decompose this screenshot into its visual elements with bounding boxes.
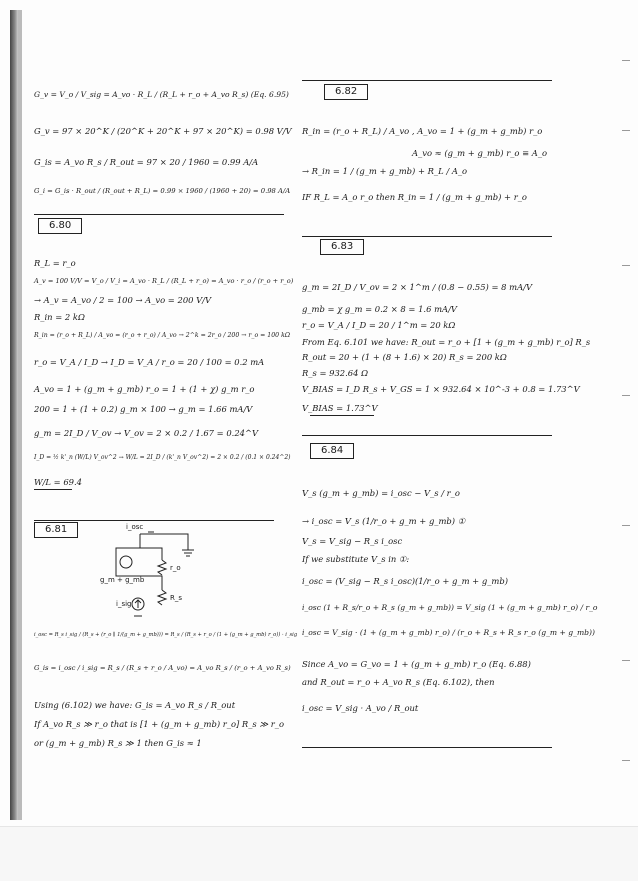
binding-shadow	[10, 10, 18, 820]
problem-label-6-81: 6.81	[34, 522, 78, 538]
page-bottom-margin	[0, 826, 638, 881]
equation-line: G_v = V_o / V_sig = A_vo · R_L / (R_L + r_o + A_vo R_s) (Eq. 6.95)	[34, 90, 289, 99]
equation-line: G_is = i_osc / i_sig = R_s / (R_s + r_o / A_vo) = A_vo R_s / (r_o + A_vo R_s)	[34, 664, 291, 672]
section-divider	[302, 435, 552, 436]
margin-mark	[622, 60, 630, 61]
answer-underline	[310, 415, 374, 416]
section-divider	[302, 80, 552, 81]
equation-line: Using (6.102) we have: G_is = A_vo R_s / R_out	[34, 700, 236, 710]
circuit-label-rs: R_s	[170, 594, 183, 602]
equation-line: R_L = r_o	[34, 258, 76, 268]
equation-line: R_in = 2 kΩ	[34, 312, 85, 322]
ground-symbol	[182, 550, 194, 556]
answer-underline	[34, 489, 72, 490]
section-divider	[302, 236, 552, 237]
equation-line: i_osc = V_sig · (1 + (g_m + g_mb) r_o) / (r_o + R_s + R_s r_o (g_m + g_mb))	[302, 628, 595, 637]
circuit-label-gm: g_m + g_mb	[100, 576, 145, 584]
equation-line: → A_v = A_vo / 2 = 100 → A_vo = 200 V/V	[34, 295, 212, 305]
problem-label-6-80: 6.80	[38, 218, 82, 234]
equation-line: V_BIAS = 1.73^V	[302, 403, 378, 413]
equation-line: r_o = V_A / I_D = 20 / 1^m = 20 kΩ	[302, 320, 456, 330]
mid-wire	[140, 548, 162, 560]
equation-line: i_osc = V_sig · A_vo / R_out	[302, 703, 419, 713]
equation-line: g_mb = χ g_m = 0.2 × 8 = 1.6 mA/V	[302, 304, 457, 314]
equation-line: R_s = 932.64 Ω	[302, 368, 369, 378]
equation-line: A_v = 100 V/V = V_o / V_i = A_vo · R_L / (R_L + r_o) = A_vo · r_o / (r_o + r_o)	[34, 277, 294, 285]
margin-mark	[622, 130, 630, 131]
equation-line: R_in = (r_o + R_L) / A_vo = (r_o + r_o) / A_vo → 2^k = 2r_o / 200 → r_o = 100 kΩ	[34, 332, 290, 339]
equation-line: g_m = 2I_D / V_ov = 2 × 1^m / (0.8 − 0.55) = 8 mA/V	[302, 282, 533, 292]
equation-line: 200 = 1 + (1 + 0.2) g_m × 100 → g_m = 1.66 mA/V	[34, 404, 253, 414]
equation-line: V_BIAS = I_D R_s + V_GS = 1 × 932.64 × 10^-3 + 0.8 = 1.73^V	[302, 384, 580, 394]
rs-resistor	[158, 590, 166, 605]
section-divider	[302, 747, 552, 748]
equation-line: A_vo = 1 + (g_m + g_mb) r_o = 1 + (1 + χ) g_m r_o	[34, 384, 255, 394]
margin-mark	[622, 760, 630, 761]
equation-line: and R_out = r_o + A_vo R_s (Eq. 6.102), then	[302, 677, 495, 687]
margin-mark	[622, 660, 630, 661]
scan-edge	[18, 10, 22, 820]
dependent-source	[120, 556, 132, 568]
equation-line: r_o = V_A / I_D → I_D = V_A / r_o = 20 / 100 = 0.2 mA	[34, 357, 265, 367]
equation-line: If A_vo R_s ≫ r_o that is [1 + (g_m + g_mb) r_o] R_s ≫ r_o	[34, 719, 285, 729]
equation-line: If we substitute V_s in ①:	[302, 554, 410, 564]
equation-line: W/L = 69.4	[34, 477, 82, 487]
margin-mark	[622, 525, 630, 526]
equation-line: IF R_L = A_o r_o then R_in = 1 / (g_m + g_mb) + r_o	[302, 192, 527, 202]
equation-line: R_in = (r_o + R_L) / A_vo , A_vo = 1 + (g_m + g_mb) r_o	[302, 126, 543, 136]
ro-resistor	[158, 560, 166, 575]
equation-line: → i_osc = V_s (1/r_o + g_m + g_mb) ①	[302, 516, 466, 526]
source-arrow	[135, 600, 141, 608]
equation-line: i_osc = (V_sig − R_s i_osc)(1/r_o + g_m + g_mb)	[302, 576, 508, 586]
equation-line: Since A_vo = G_vo = 1 + (g_m + g_mb) r_o (Eq. 6.88)	[302, 659, 531, 669]
equation-line: R_out = 20 + (1 + (8 + 1.6) × 20) R_s = 200 kΩ	[302, 352, 507, 362]
source-follower-circuit	[78, 520, 238, 620]
circuit-label-iosc: i_osc	[126, 523, 144, 531]
margin-mark	[622, 395, 630, 396]
equation-line: V_s = V_sig − R_s i_osc	[302, 536, 403, 546]
equation-line: or (g_m + g_mb) R_s ≫ 1 then G_is ≈ 1	[34, 738, 202, 748]
circuit-label-ro: r_o	[170, 564, 181, 572]
problem-label-6-82: 6.82	[324, 84, 368, 100]
equation-line: → R_in = 1 / (g_m + g_mb) + R_L / A_o	[302, 166, 468, 176]
equation-line: From Eq. 6.101 we have: R_out = r_o + [1 + (g_m + g_mb) r_o] R_s	[302, 337, 591, 347]
equation-line: i_osc = R_s i_sig / (R_s + (r_o ∥ 1/(g_m + g_mb))) = R_s / (R_s + r_o / (1 + (g_m + g_mb) r_o)) · i_sig	[34, 632, 298, 638]
circuit-label-isig: i_sig	[116, 600, 132, 608]
equation-line: i_osc (1 + R_s/r_o + R_s (g_m + g_mb)) = V_sig (1 + (g_m + g_mb) r_o) / r_o	[302, 603, 598, 612]
margin-mark	[622, 265, 630, 266]
equation-line: A_vo ≈ (g_m + g_mb) r_o ≡ A_o	[412, 148, 548, 158]
equation-line: G_is = A_vo R_s / R_out = 97 × 20 / 1960 = 0.99 A/A	[34, 157, 259, 167]
equation-line: g_m = 2I_D / V_ov → V_ov = 2 × 0.2 / 1.67 = 0.24^V	[34, 428, 259, 438]
problem-label-6-83: 6.83	[320, 239, 364, 255]
equation-line: I_D = ½ k'_n (W/L) V_ov^2 → W/L = 2I_D / (k'_n V_ov^2) = 2 × 0.2 / (0.1 × 0.24^2)	[34, 454, 291, 461]
equation-line: G_v = 97 × 20^K / (20^K + 20^K + 97 × 20^K) = 0.98 V/V	[34, 126, 292, 136]
left-wire	[116, 534, 140, 570]
equation-line: G_i = G_is · R_out / (R_out + R_L) = 0.99 × 1960 / (1960 + 20) = 0.98 A/A	[34, 187, 291, 195]
equation-line: V_s (g_m + g_mb) = i_osc − V_s / r_o	[302, 488, 460, 498]
section-divider	[34, 214, 284, 215]
problem-label-6-84: 6.84	[310, 443, 354, 459]
